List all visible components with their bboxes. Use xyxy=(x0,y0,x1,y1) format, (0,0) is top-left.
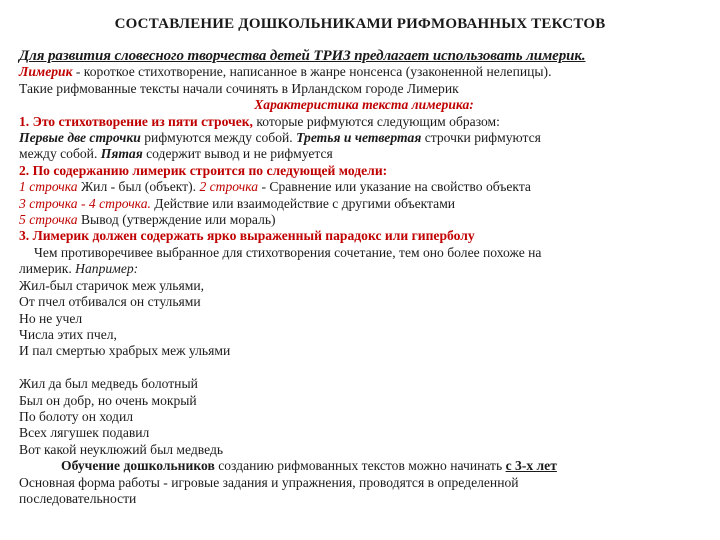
note-text: лимерик. xyxy=(19,261,76,277)
model-3-4-text: Действие или взаимодействие с другими объектами xyxy=(150,195,456,211)
poem-1-line: Но не учел xyxy=(19,310,83,326)
model-line-1 xyxy=(19,179,709,195)
poem-1-line: Числа этих пчел, xyxy=(19,326,117,342)
conclusion-line xyxy=(19,458,709,474)
note-example-label: Например: xyxy=(75,261,139,277)
definition-text: - короткое стихотворение, написанное в жанре нонсенса (узаконенной нелепицы). xyxy=(72,64,552,80)
poem-2-line: Вот какой неуклюжий был медведь xyxy=(19,441,224,457)
poem-1-line: И пал смертью храбрых меж ульями xyxy=(19,343,231,359)
point-1-bold: Это стихотворение из пяти строчек, xyxy=(32,113,253,129)
poem-2-line: Всех лягушек подавил xyxy=(19,425,150,441)
poem-2-line: Жил да был медведь болотный xyxy=(19,376,198,392)
definition-line xyxy=(19,64,709,80)
detail-third-fourth: Третья и четвертая xyxy=(296,130,422,146)
detail2-text-b: содержит вывод и не рифмуется xyxy=(142,146,333,162)
blank-line xyxy=(19,360,709,376)
section-heading: Характеристика текста лимерика: xyxy=(254,97,474,113)
point-2: 2. По содержанию лимерик строится по следующей модели: xyxy=(19,162,388,178)
model-line-3 xyxy=(19,212,709,228)
poem-2-line: Был он добр, но очень мокрый xyxy=(19,392,197,408)
poem-2 xyxy=(19,376,709,458)
detail-first-two: Первые две строчки xyxy=(19,130,141,146)
form-line-2: последовательности xyxy=(19,490,137,506)
conclusion-age: с 3-х лет xyxy=(505,458,557,474)
poem-1 xyxy=(19,278,709,360)
form-line-1: Основная форма работы - игровые задания и упражнения, проводятся в определенной xyxy=(19,474,519,490)
note-line-1: Чем противоречивее выбранное для стихотворения сочетание, тем оно более похоже на xyxy=(34,244,542,260)
definition-term: Лимерик xyxy=(19,64,73,80)
model-5-text: Вывод (утверждение или мораль) xyxy=(77,212,276,228)
conclusion-text: созданию рифмованных текстов можно начинать xyxy=(214,458,506,474)
note-line-2 xyxy=(19,261,709,277)
detail-fifth: Пятая xyxy=(100,146,143,162)
detail-text-b: строчки рифмуются xyxy=(421,130,541,146)
history-line: Такие рифмованные тексты начали сочинять в Ирландском городе Лимерик xyxy=(19,80,459,96)
intro-line: Для развития словесного творчества детей ТРИЗ предлагает использовать лимерик. xyxy=(19,48,586,64)
model-2-text: - Сравнение или указание на свойство объекта xyxy=(258,179,531,195)
model-1-text: Жил - был (объект). xyxy=(77,179,200,195)
conclusion-bold: Обучение дошкольников xyxy=(61,458,215,474)
model-line-2 xyxy=(19,196,709,212)
model-5-label: 5 строчка xyxy=(19,212,78,228)
model-3-4-label: 3 строчка - 4 строчка. xyxy=(19,195,151,211)
poem-1-line: От пчел отбивался он стульями xyxy=(19,294,201,310)
poem-1-line: Жил-был старичок меж ульями, xyxy=(19,277,205,293)
point-1-detail xyxy=(19,130,709,146)
page-title: СОСТАВЛЕНИЕ ДОШКОЛЬНИКАМИ РИФМОВАННЫХ ТЕКСТОВ xyxy=(114,16,606,32)
point-1-text: которые рифмуются следующим образом: xyxy=(252,113,500,129)
point-1-number: 1. xyxy=(19,113,33,129)
model-1-label: 1 строчка xyxy=(19,179,78,195)
point-3: 3. Лимерик должен содержать ярко выраженный парадокс или гиперболу xyxy=(19,228,475,244)
point-1 xyxy=(19,114,709,130)
detail-text-a: рифмуются между собой. xyxy=(140,130,297,146)
detail2-text-a: между собой. xyxy=(19,146,101,162)
poem-2-line: По болоту он ходил xyxy=(19,408,134,424)
slide-body xyxy=(19,48,709,507)
point-1-detail-2 xyxy=(19,146,709,162)
model-2-label: 2 строчка xyxy=(199,179,259,195)
